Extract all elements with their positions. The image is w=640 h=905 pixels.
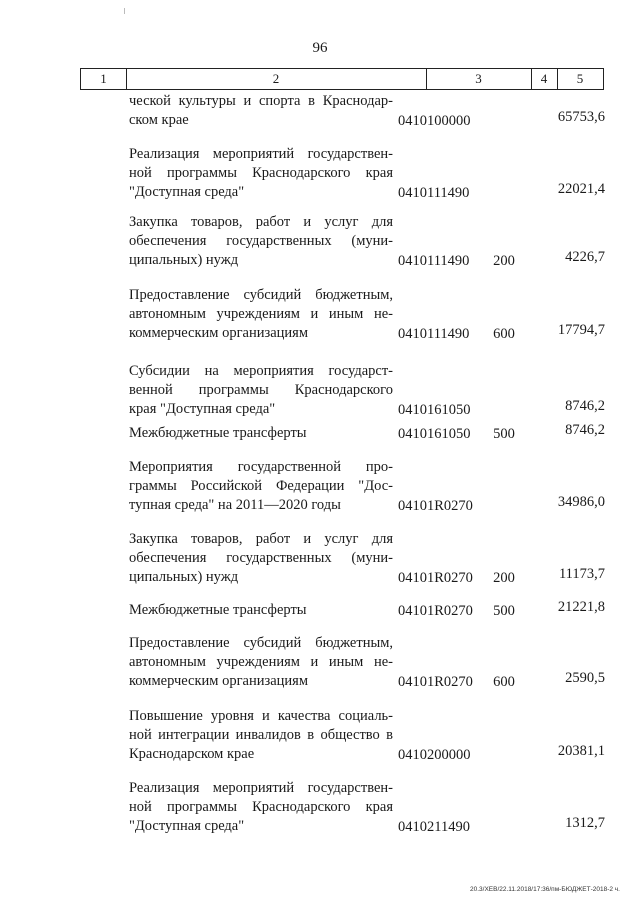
description-line: тупная среда" на 2011—2020 годы xyxy=(129,497,341,513)
description-line: обеспечения государственных (муни- xyxy=(129,550,393,566)
row-target-code: 0410161050 xyxy=(398,402,471,418)
description-line: Мероприятия государственной про- xyxy=(129,459,393,475)
row-amount: 8746,2 xyxy=(565,398,605,414)
row-expense-kind: 600 xyxy=(493,674,515,690)
description-line: "Доступная среда" xyxy=(129,818,245,834)
header-col-1: 1 xyxy=(100,71,107,86)
description-line: Предоставление субсидий бюджетным, xyxy=(129,635,393,651)
row-description xyxy=(129,779,393,836)
description-line: края "Доступная среда" xyxy=(129,401,276,417)
row-description xyxy=(129,362,393,419)
description-line: ной интеграции инвалидов в общество в xyxy=(129,727,393,743)
row-target-code: 04101R0270 xyxy=(398,570,473,586)
row-description xyxy=(129,92,393,130)
header-col-5: 5 xyxy=(576,71,584,86)
row-target-code: 0410111490 xyxy=(398,185,470,201)
description-line: Закупка товаров, работ и услуг для xyxy=(129,531,393,547)
row-description xyxy=(129,634,393,691)
header-col-4: 4 xyxy=(540,71,548,86)
scan-mark xyxy=(124,8,125,14)
table-header xyxy=(80,68,604,90)
row-expense-kind: 500 xyxy=(493,426,515,442)
description-line: Субсидии на мероприятия государст- xyxy=(129,363,393,379)
description-line: Реализация мероприятий государствен- xyxy=(129,780,393,796)
row-target-code: 0410200000 xyxy=(398,747,471,763)
row-expense-kind: 600 xyxy=(493,326,515,342)
row-description xyxy=(129,530,393,587)
row-target-code: 0410211490 xyxy=(398,819,470,835)
row-amount: 1312,7 xyxy=(565,815,605,831)
row-target-code: 0410111490 xyxy=(398,326,470,342)
description-line: Краснодарском крае xyxy=(129,746,255,762)
description-line: ском крае xyxy=(129,112,189,128)
description-line: Межбюджетные трансферты xyxy=(129,602,307,618)
row-target-code: 0410100000 xyxy=(398,113,471,129)
row-amount: 34986,0 xyxy=(557,494,605,510)
description-line: ной программы Краснодарского края xyxy=(129,165,393,181)
row-amount: 20381,1 xyxy=(557,743,605,759)
description-line: Реализация мероприятий государствен- xyxy=(129,146,393,162)
page-number: 96 xyxy=(312,40,328,56)
header-col-2: 2 xyxy=(272,71,280,86)
header-col-3: 3 xyxy=(475,71,482,86)
row-description xyxy=(129,707,393,764)
description-line: Предоставление субсидий бюджетным, xyxy=(129,287,393,303)
description-line: Повышение уровня и качества социаль- xyxy=(129,708,393,724)
row-description xyxy=(129,601,393,620)
row-description xyxy=(129,213,393,270)
row-amount: 22021,4 xyxy=(557,181,605,197)
row-amount: 65753,6 xyxy=(557,109,605,125)
row-amount: 4226,7 xyxy=(565,249,605,265)
row-amount: 17794,7 xyxy=(557,322,605,338)
row-target-code: 0410111490 xyxy=(398,253,470,269)
description-line: автономным учреждениям и иным не- xyxy=(129,654,393,670)
description-line: ческой культуры и спорта в Краснодар- xyxy=(129,93,393,109)
description-line: коммерческим организациям xyxy=(129,673,309,689)
row-amount: 21221,8 xyxy=(557,599,605,615)
description-line: "Доступная среда" xyxy=(129,184,245,200)
row-description xyxy=(129,145,393,202)
description-line: венной программы Краснодарского xyxy=(129,382,393,398)
row-amount: 2590,5 xyxy=(565,670,605,686)
row-amount: 11173,7 xyxy=(558,566,605,582)
row-description xyxy=(129,458,393,515)
row-amount: 8746,2 xyxy=(565,422,605,438)
document-footer: 20.3/ХЕВ/22.11.2018/17:36/пм-БЮДЖЕТ-2018-2 ч. xyxy=(469,886,620,893)
row-target-code: 04101R0270 xyxy=(398,498,473,514)
description-line: коммерческим организациям xyxy=(129,325,309,341)
description-line: ной программы Краснодарского края xyxy=(129,799,393,815)
row-expense-kind: 200 xyxy=(493,570,515,586)
description-line: обеспечения государственных (муни- xyxy=(129,233,393,249)
description-line: ципальных) нужд xyxy=(129,569,239,585)
row-expense-kind: 200 xyxy=(493,253,515,269)
row-target-code: 0410161050 xyxy=(398,426,471,442)
row-description xyxy=(129,286,393,343)
description-line: Закупка товаров, работ и услуг для xyxy=(129,214,393,230)
row-expense-kind: 500 xyxy=(493,603,515,619)
description-line: граммы Российской Федерации "Дос- xyxy=(129,478,393,494)
description-line: Межбюджетные трансферты xyxy=(129,425,307,441)
row-target-code: 04101R0270 xyxy=(398,674,473,690)
row-target-code: 04101R0270 xyxy=(398,603,473,619)
row-description xyxy=(129,424,393,443)
description-line: автономным учреждениям и иным не- xyxy=(129,306,393,322)
description-line: ципальных) нужд xyxy=(129,252,239,268)
